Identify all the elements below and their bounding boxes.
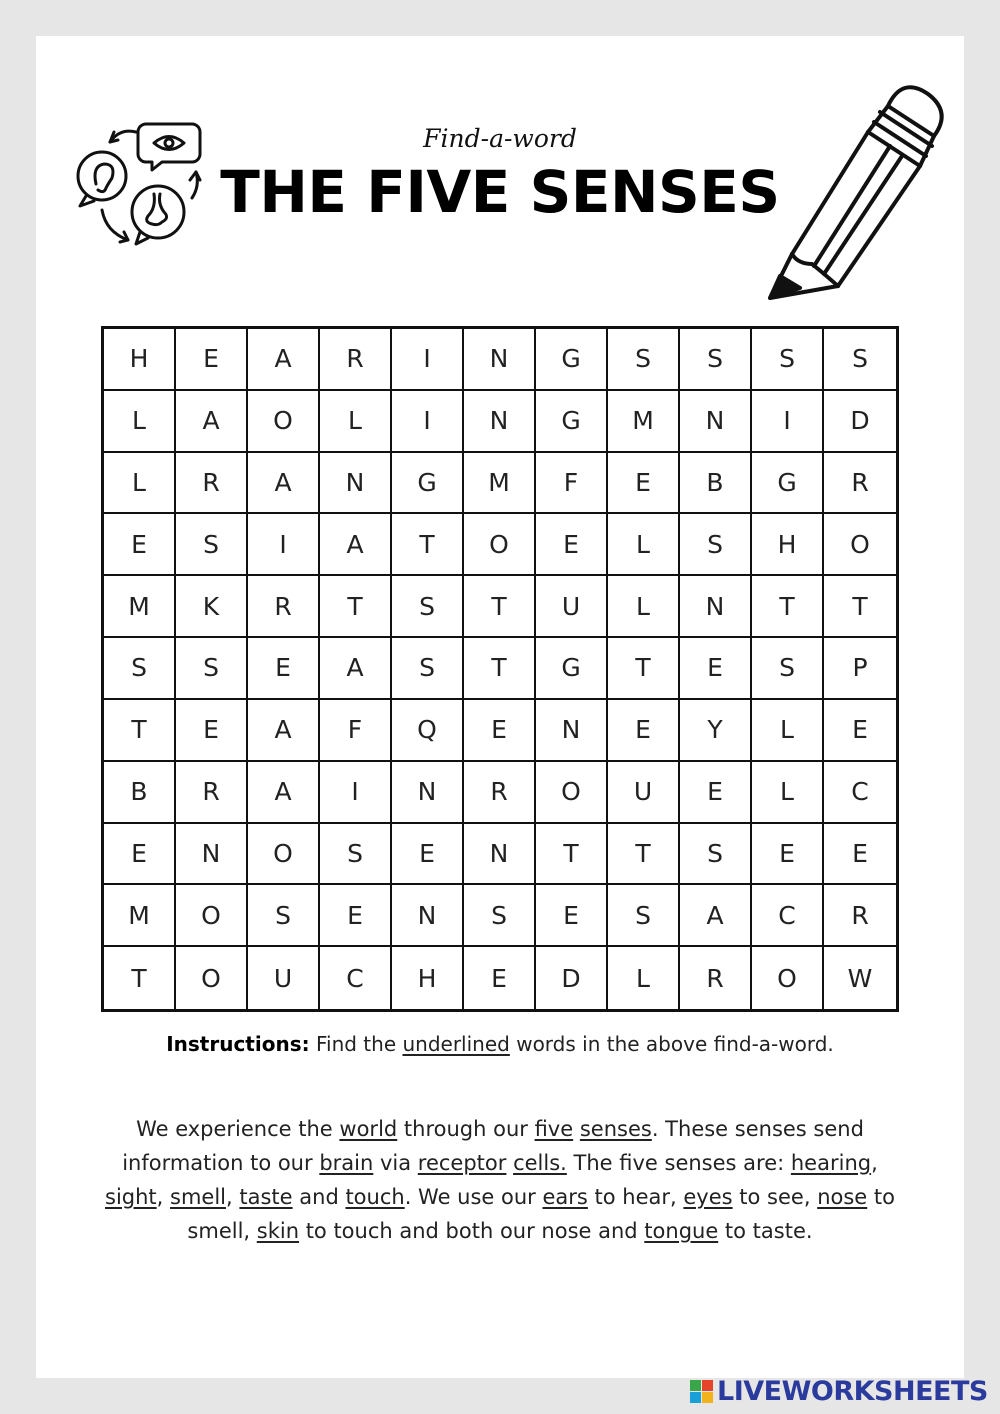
grid-cell: S (104, 638, 176, 700)
grid-cell: O (176, 947, 248, 1009)
passage-text: . These senses send information to our (122, 1117, 864, 1175)
grid-cell: T (608, 638, 680, 700)
underlined-word: taste (239, 1185, 293, 1209)
grid-cell: R (320, 329, 392, 391)
grid-cell: R (464, 762, 536, 824)
grid-cell: B (680, 453, 752, 515)
grid-cell: N (464, 391, 536, 453)
watermark-text: LIVEWORKSHEETS (717, 1375, 988, 1407)
grid-cell: G (536, 638, 608, 700)
passage-text: , (226, 1185, 240, 1209)
grid-cell: R (176, 453, 248, 515)
passage-text: , (871, 1151, 878, 1175)
grid-cell: A (680, 885, 752, 947)
grid-cell: R (824, 885, 896, 947)
grid-cell: F (320, 700, 392, 762)
grid-cell: T (536, 824, 608, 886)
grid-cell: T (464, 638, 536, 700)
grid-cell: S (176, 638, 248, 700)
grid-cell: E (464, 947, 536, 1009)
liveworksheets-logo (690, 1374, 988, 1408)
passage-text: to smell, (187, 1185, 895, 1243)
grid-cell: S (392, 576, 464, 638)
grid-cell: C (320, 947, 392, 1009)
grid-cell: T (464, 576, 536, 638)
passage-text (573, 1117, 580, 1141)
grid-cell: T (320, 576, 392, 638)
grid-cell: A (176, 391, 248, 453)
word-search-grid (101, 326, 899, 1012)
grid-cell: A (248, 453, 320, 515)
grid-cell: P (824, 638, 896, 700)
grid-cell: N (680, 391, 752, 453)
underlined-word: sight (105, 1185, 157, 1209)
grid-cell: O (536, 762, 608, 824)
grid-cell: G (752, 453, 824, 515)
grid-cell: L (608, 576, 680, 638)
instructions-text-before: Find the (309, 1032, 403, 1056)
grid-cell: E (248, 638, 320, 700)
grid-cell: M (464, 453, 536, 515)
grid-cell: E (536, 514, 608, 576)
underlined-word: eyes (683, 1185, 733, 1209)
grid-cell: Y (680, 700, 752, 762)
grid-cell: L (608, 947, 680, 1009)
grid-cell: L (752, 762, 824, 824)
grid-cell: E (608, 700, 680, 762)
grid-cell: S (752, 329, 824, 391)
grid-cell: G (536, 329, 608, 391)
grid-cell: I (752, 391, 824, 453)
grid-cell: S (824, 329, 896, 391)
grid-cell: S (320, 824, 392, 886)
grid-cell: R (176, 762, 248, 824)
passage-text: via (373, 1151, 418, 1175)
grid-cell: M (104, 885, 176, 947)
grid-cell: R (248, 576, 320, 638)
underlined-word: nose (817, 1185, 868, 1209)
grid-cell: T (752, 576, 824, 638)
grid-cell: O (248, 824, 320, 886)
grid-cell: T (104, 947, 176, 1009)
pencil-icon (760, 72, 945, 302)
grid-cell: I (392, 329, 464, 391)
instructions (60, 1032, 940, 1056)
underlined-word: skin (256, 1219, 300, 1243)
passage-text: to see, (732, 1185, 818, 1209)
grid-cell: T (392, 514, 464, 576)
grid-cell: D (536, 947, 608, 1009)
grid-cell: N (392, 885, 464, 947)
grid-cell: T (608, 824, 680, 886)
grid-cell: H (104, 329, 176, 391)
grid-cell: N (536, 700, 608, 762)
grid-cell: E (176, 329, 248, 391)
grid-cell: S (392, 638, 464, 700)
grid-cell: N (464, 824, 536, 886)
grid-cell: S (248, 885, 320, 947)
grid-cell: N (320, 453, 392, 515)
grid-cell: A (248, 329, 320, 391)
grid-cell: L (104, 391, 176, 453)
grid-cell: I (392, 391, 464, 453)
grid-cell: O (464, 514, 536, 576)
grid-cell: N (464, 329, 536, 391)
underlined-word: ears (542, 1185, 588, 1209)
underlined-word: five (534, 1117, 574, 1141)
grid-cell: U (608, 762, 680, 824)
grid-cell: S (680, 514, 752, 576)
passage-text: . We use our (404, 1185, 543, 1209)
grid-cell: O (248, 391, 320, 453)
underlined-word: smell (170, 1185, 227, 1209)
grid-cell: C (752, 885, 824, 947)
subtitle: Find-a-word (423, 124, 577, 153)
grid-cell: S (680, 824, 752, 886)
underlined-word: brain (319, 1151, 374, 1175)
grid-cell: S (608, 329, 680, 391)
grid-cell: N (176, 824, 248, 886)
instructions-text-after: words in the above find-a-word. (509, 1032, 834, 1056)
grid-cell: I (320, 762, 392, 824)
grid-cell: E (608, 453, 680, 515)
underlined-word: world (339, 1117, 398, 1141)
grid-cell: U (248, 947, 320, 1009)
grid-cell: R (680, 947, 752, 1009)
underlined-word: cells. (513, 1151, 567, 1175)
grid-cell: A (320, 514, 392, 576)
grid-cell: E (680, 762, 752, 824)
grid-cell: Q (392, 700, 464, 762)
passage-text: through our (397, 1117, 535, 1141)
underlined-word: receptor (417, 1151, 507, 1175)
grid-cell: L (752, 700, 824, 762)
grid-cell: D (824, 391, 896, 453)
grid-cell: E (464, 700, 536, 762)
grid-cell: O (752, 947, 824, 1009)
grid-cell: F (536, 453, 608, 515)
logo-blocks-icon (690, 1380, 713, 1403)
grid-cell: T (824, 576, 896, 638)
grid-cell: E (824, 700, 896, 762)
grid-cell: E (392, 824, 464, 886)
grid-cell: N (680, 576, 752, 638)
grid-cell: S (680, 329, 752, 391)
grid-cell: G (536, 391, 608, 453)
grid-cell: G (392, 453, 464, 515)
grid-cell: C (824, 762, 896, 824)
grid-cell: E (536, 885, 608, 947)
passage-paragraph (90, 1112, 910, 1248)
grid-cell: O (824, 514, 896, 576)
instructions-underlined: underlined (402, 1032, 510, 1056)
grid-cell: S (752, 638, 824, 700)
grid-cell: E (104, 514, 176, 576)
passage-text: and (292, 1185, 346, 1209)
grid-cell: L (320, 391, 392, 453)
grid-cell: E (320, 885, 392, 947)
underlined-word: senses (579, 1117, 652, 1141)
grid-cell: M (104, 576, 176, 638)
instructions-label: Instructions: (166, 1032, 310, 1056)
passage-text: to touch and both our nose and (299, 1219, 645, 1243)
passage-text: , (156, 1185, 171, 1209)
page-title: THE FIVE SENSES (220, 158, 780, 226)
grid-cell: H (392, 947, 464, 1009)
passage-text: The five senses are: (566, 1151, 791, 1175)
senses-icon (74, 118, 204, 250)
underlined-word: touch (345, 1185, 405, 1209)
grid-cell: L (608, 514, 680, 576)
grid-cell: R (824, 453, 896, 515)
grid-cell: L (104, 453, 176, 515)
grid-cell: W (847, 963, 873, 993)
passage-text: We experience the (136, 1117, 340, 1141)
grid-cell: A (248, 700, 320, 762)
grid-cell: A (248, 762, 320, 824)
grid-cell: H (752, 514, 824, 576)
grid-cell: B (104, 762, 176, 824)
grid-cell: E (176, 700, 248, 762)
grid-cell: E (752, 824, 824, 886)
grid-cell: A (320, 638, 392, 700)
grid-cell: E (824, 824, 896, 886)
passage-text: to taste. (718, 1219, 813, 1243)
grid-cell: K (176, 576, 248, 638)
grid-cell: N (392, 762, 464, 824)
underlined-word: hearing (790, 1151, 872, 1175)
grid-cell: E (680, 638, 752, 700)
grid-cell: U (536, 576, 608, 638)
grid-cell: I (248, 514, 320, 576)
grid-cell: S (608, 885, 680, 947)
grid-cell: M (608, 391, 680, 453)
grid-cell: S (176, 514, 248, 576)
grid-cell: O (176, 885, 248, 947)
underlined-word: tongue (644, 1219, 719, 1243)
grid-cell: E (104, 824, 176, 886)
grid-cell: T (104, 700, 176, 762)
grid-cell: S (464, 885, 536, 947)
passage-text: to hear, (587, 1185, 684, 1209)
